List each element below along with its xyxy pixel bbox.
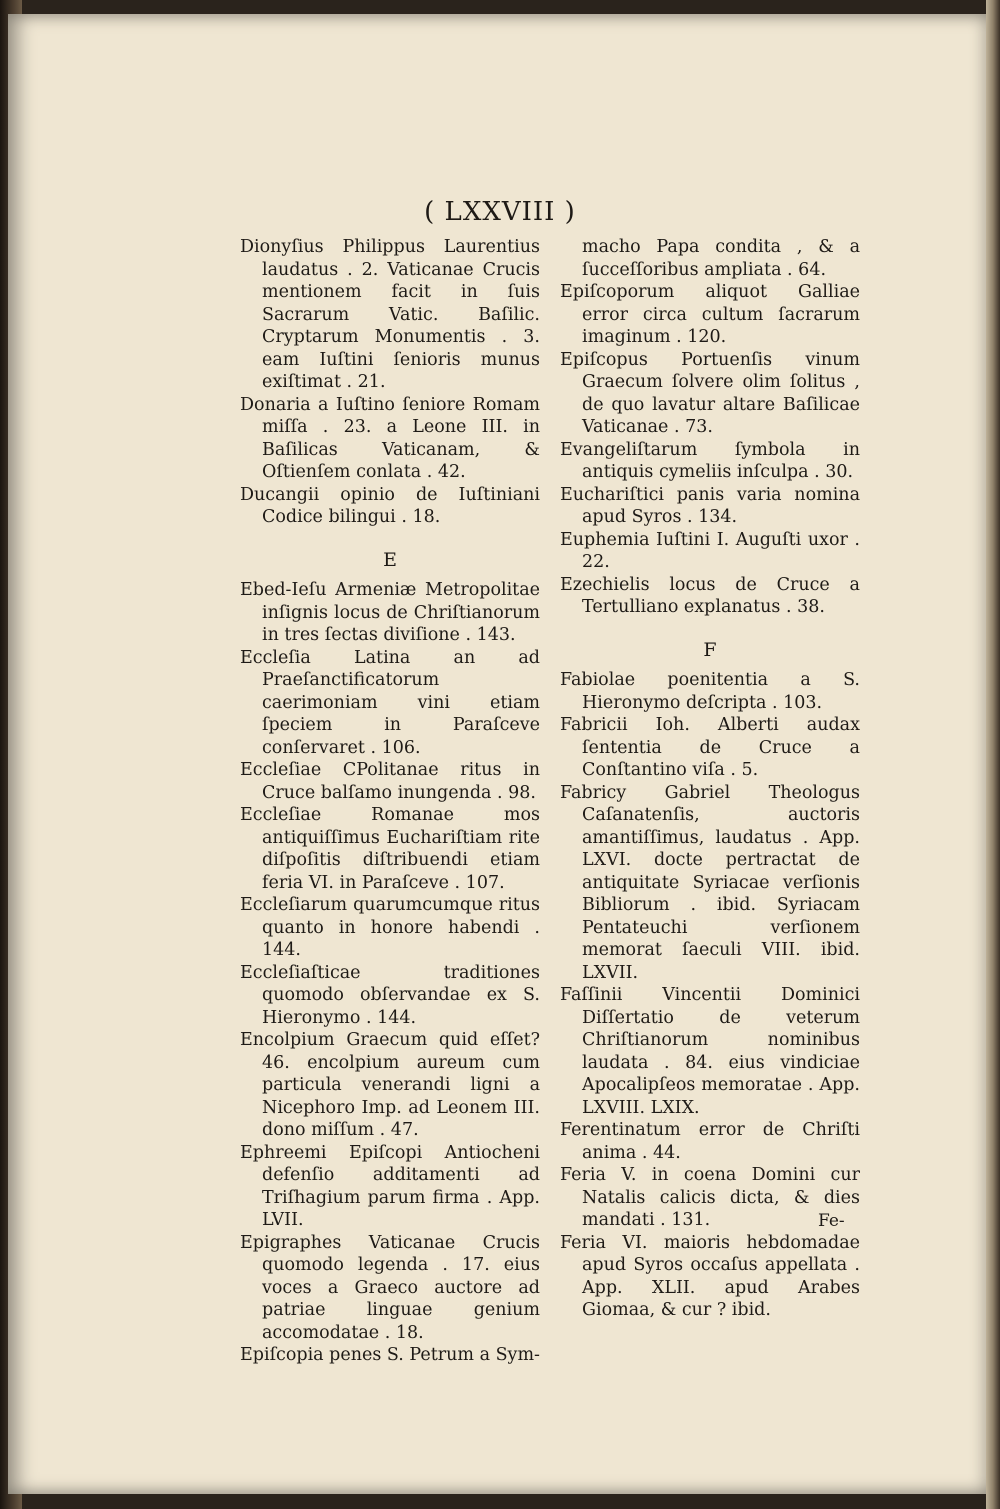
section-letter: E: [383, 548, 397, 571]
index-entry: Eccleſiarum quarumcumque ritus quanto in honore habendi . 144.: [240, 895, 540, 960]
index-entry: Donaria a Iuſtino ſeniore Romam miſſa . 23. a Leone III. in Baſilicas Vaticanam, & Oſtienſem conlata . 42.: [240, 394, 540, 482]
index-entry: Epiſcoporum aliquot Galliae error circa cultum ſacrarum imaginum . 120.: [560, 282, 860, 347]
index-entry: Eccleſiae CPolitanae ritus in Cruce balſamo inungenda . 98.: [240, 760, 540, 803]
right-column: [560, 236, 860, 1322]
catchword: Fe-: [818, 1211, 845, 1231]
index-entry: Ezechielis locus de Cruce a Tertulliano explanatus . 38.: [560, 574, 860, 617]
section-letter: F: [703, 638, 717, 661]
index-entry: Fabiolae poenitentia a S. Hieronymo deſcripta . 103.: [560, 670, 860, 713]
index-entry: Euphemia Iuſtini I. Auguſti uxor . 22.: [560, 529, 860, 572]
left-column: [240, 236, 540, 1367]
index-entry: Ebed-Ieſu Armeniæ Metropolitae inſignis locus de Chriſtianorum in tres ſectas diviſione . 143.: [240, 580, 540, 645]
index-entry: Dionyſius Philippus Laurentius laudatus . 2. Vaticanae Crucis mentionem facit in ſuis Sacrarum Vatic. Baſilic. Cryptarum Monumentis . 3. eam Iuſtini ſenioris munus exiſtimat . 21.: [240, 237, 540, 392]
index-entry: Faſſinii Vincentii Dominici Diſſertatio de veterum Chriſtianorum nominibus laudata . 84. eius vindiciae Apocalipſeos memoratae . App. LXVIII. LXIX.: [560, 985, 860, 1118]
index-entry-continuation: macho Papa condita , & a ſucceſſoribus ampliata . 64.: [582, 237, 860, 280]
index-entry: Eccleſiaſticae traditiones quomodo obſervandae ex S. Hieronymo . 144.: [240, 962, 540, 1028]
index-entry: Ferentinatum error de Chriſti anima . 44.: [560, 1120, 860, 1163]
index-entry: Epigraphes Vaticanae Crucis quomodo legenda . 17. eius voces a Graeco auctore ad patriae linguae genium accomodatae . 18.: [240, 1232, 540, 1343]
index-entry: Fabricii Ioh. Alberti audax ſententia de Cruce a Conſtantino viſa . 5.: [560, 715, 860, 780]
index-entry: Ephreemi Epiſcopi Antiocheni defenſio additamenti ad Triſhagium parum firma . App. LVII.: [240, 1142, 540, 1230]
index-entry: Eccleſiae Romanae mos antiquiſſimus Euchariſtiam rite diſpoſitis diſtribuendi etiam feria VI. in Paraſceve . 107.: [240, 805, 540, 893]
index-entry: Feria VI. maioris hebdomadae apud Syros occaſus appellata . App. XLII. apud Arabes Giomaa, & cur ? ibid.: [560, 1232, 860, 1320]
index-entry: Epiſcopia penes S. Petrum a Sym-: [240, 1345, 540, 1365]
index-entry: Feria V. in coena Domini cur Natalis calicis dicta, & dies mandati . 131.: [560, 1165, 860, 1230]
index-entry: Euchariſtici panis varia nomina apud Syros . 134.: [560, 484, 860, 527]
index-entry: Epiſcopus Portuenſis vinum Graecum ſolvere olim ſolitus , de quo lavatur altare Baſilicae Vaticanae . 73.: [560, 349, 860, 437]
page-header: ( LXXVIII ): [424, 197, 576, 227]
index-entry: Eccleſia Latina an ad Praeſanctificatorum caerimoniam vini etiam ſpeciem in Paraſceve conſervaret . 106.: [240, 647, 540, 758]
index-entry: Fabricy Gabriel Theologus Caſanatenſis, auctoris amantiſſimus, laudatus . App. LXVI. docte pertractat de antiquitate Syriacae verſionis Bibliorum . ibid. Syriacam Pentateuchi verſionem memorat ſaeculi VIII. ibid. LXVII.: [560, 782, 860, 983]
index-entry: Encolpium Graecum quid eſſet? 46. encolpium aureum cum particula venerandi ligni a Nicephoro Imp. ad Leonem III. dono miſſum . 47.: [240, 1030, 540, 1140]
index-entry: Evangeliſtarum ſymbola in antiquis cymeliis inſculpa . 30.: [560, 439, 860, 482]
index-entry: Ducangii opinio de Iuſtiniani Codice bilingui . 18.: [240, 484, 540, 527]
